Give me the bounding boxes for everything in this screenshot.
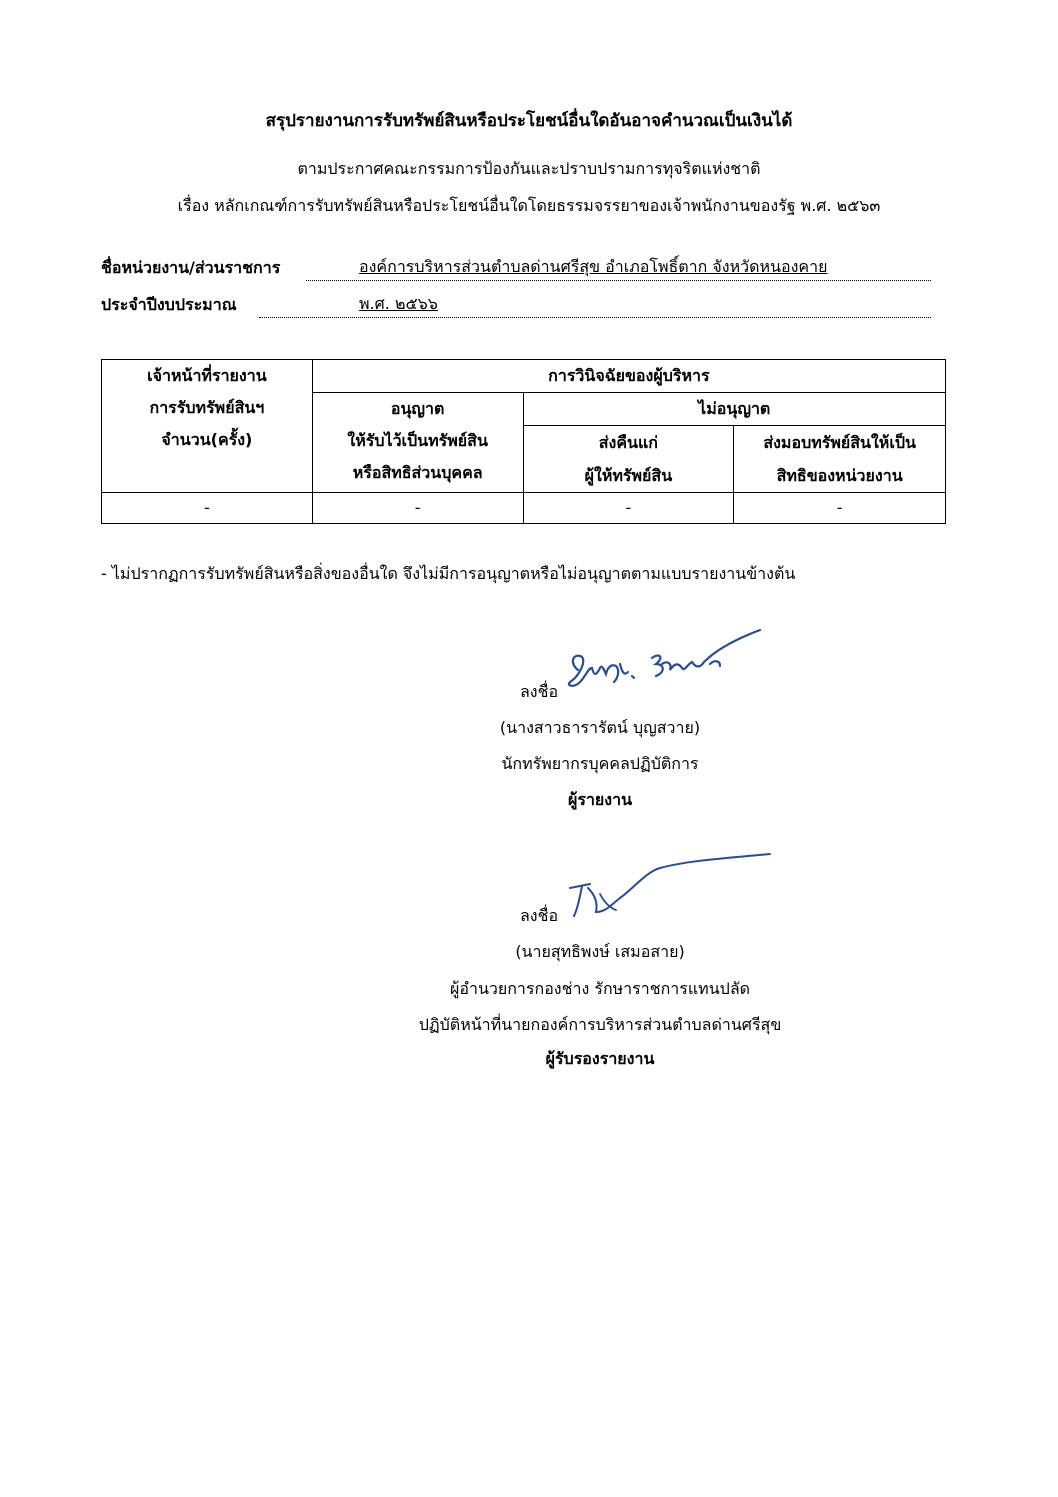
return-header-line2: ผู้ให้ทรัพย์สิน	[584, 466, 673, 485]
table-cell-return: -	[523, 493, 734, 524]
allow-header-line1: อนุญาต	[390, 399, 445, 418]
allow-header	[312, 393, 523, 493]
certifier-role: ผู้รับรองรายงาน	[545, 1049, 655, 1068]
return-to-giver-header	[523, 426, 734, 493]
handover-to-agency-header	[734, 426, 946, 493]
handover-header-line2: สิทธิของหน่วยงาน	[776, 466, 903, 485]
return-header-line1: ส่งคืนแก่	[598, 433, 658, 452]
report-note: - ไม่ปรากฏการรับทรัพย์สินหรือสิ่งของอื่นใด จึงไม่มีการอนุญาตหรือไม่อนุญาตตามแบบรายงานข้างต้น	[101, 564, 796, 583]
table-cell-allow: -	[312, 493, 523, 524]
deny-header: ไม่อนุญาต	[523, 393, 945, 426]
reporter-position: นักทรัพยากรบุคคลปฏิบัติการ	[501, 754, 699, 773]
fiscal-year-value: พ.ศ. ๒๕๖๖	[359, 294, 438, 313]
reporter-count-header-line2: การรับทรัพย์สินฯ	[149, 398, 265, 417]
certifier-position-1: ผู้อำนวยการกองช่าง รักษาราชการแทนปลัด	[449, 979, 751, 998]
document-subtitle-announcement: ตามประกาศคณะกรรมการป้องกันและปราบปรามการทุจริตแห่งชาติ	[297, 159, 761, 178]
table-row	[102, 493, 946, 524]
reporter-role: ผู้รายงาน	[567, 790, 633, 809]
allow-header-line2: ให้รับไว้เป็นทรัพย์สิน	[347, 431, 488, 450]
certifier-position-2: ปฏิบัติหน้าที่นายกองค์การบริหารส่วนตำบลด่านศรีสุข	[418, 1015, 782, 1034]
agency-label: ชื่อหน่วยงาน/ส่วนราชการ	[101, 258, 281, 277]
document-title: สรุปรายงานการรับทรัพย์สินหรือประโยชน์อื่นใดอันอาจคำนวณเป็นเงินได้	[265, 111, 793, 131]
reporter-sign-label: ลงชื่อ	[520, 682, 559, 701]
fiscal-year-field	[101, 295, 931, 321]
reporter-count-header-line1: เจ้าหน้าที่รายงาน	[147, 366, 267, 385]
certifier-sign-label: ลงชื่อ	[520, 906, 559, 925]
executive-decision-header: การวินิจฉัยของผู้บริหาร	[312, 360, 945, 393]
reporter-name: (นางสาวธารารัตน์ บุญสวาย)	[499, 718, 701, 737]
report-table	[101, 359, 946, 524]
document-subtitle-subject: เรื่อง หลักเกณฑ์การรับทรัพย์สินหรือประโยชน์อื่นใดโดยธรรมจรรยาของเจ้าพนักงานของรัฐ พ.ศ. ๒๕๖๓	[177, 196, 881, 215]
table-cell-handover: -	[734, 493, 946, 524]
fiscal-year-label: ประจำปีงบประมาณ	[101, 295, 237, 314]
certifier-signature-image	[560, 848, 780, 928]
certifier-name: (นายสุทธิพงษ์ เสมอสาย)	[515, 942, 685, 961]
reporter-count-header-line3: จำนวน(ครั้ง)	[161, 430, 253, 449]
table-cell-reporter-count: -	[102, 493, 313, 524]
reporter-count-header	[102, 360, 313, 493]
agency-value: องค์การบริหารส่วนตำบลด่านศรีสุข อำเภอโพธิ์ตาก จังหวัดหนองคาย	[359, 257, 828, 276]
handover-header-line1: ส่งมอบทรัพย์สินให้เป็น	[763, 433, 916, 452]
allow-header-line3: หรือสิทธิส่วนบุคคล	[352, 463, 483, 482]
agency-field	[101, 258, 931, 284]
reporter-signature-image	[560, 624, 780, 704]
